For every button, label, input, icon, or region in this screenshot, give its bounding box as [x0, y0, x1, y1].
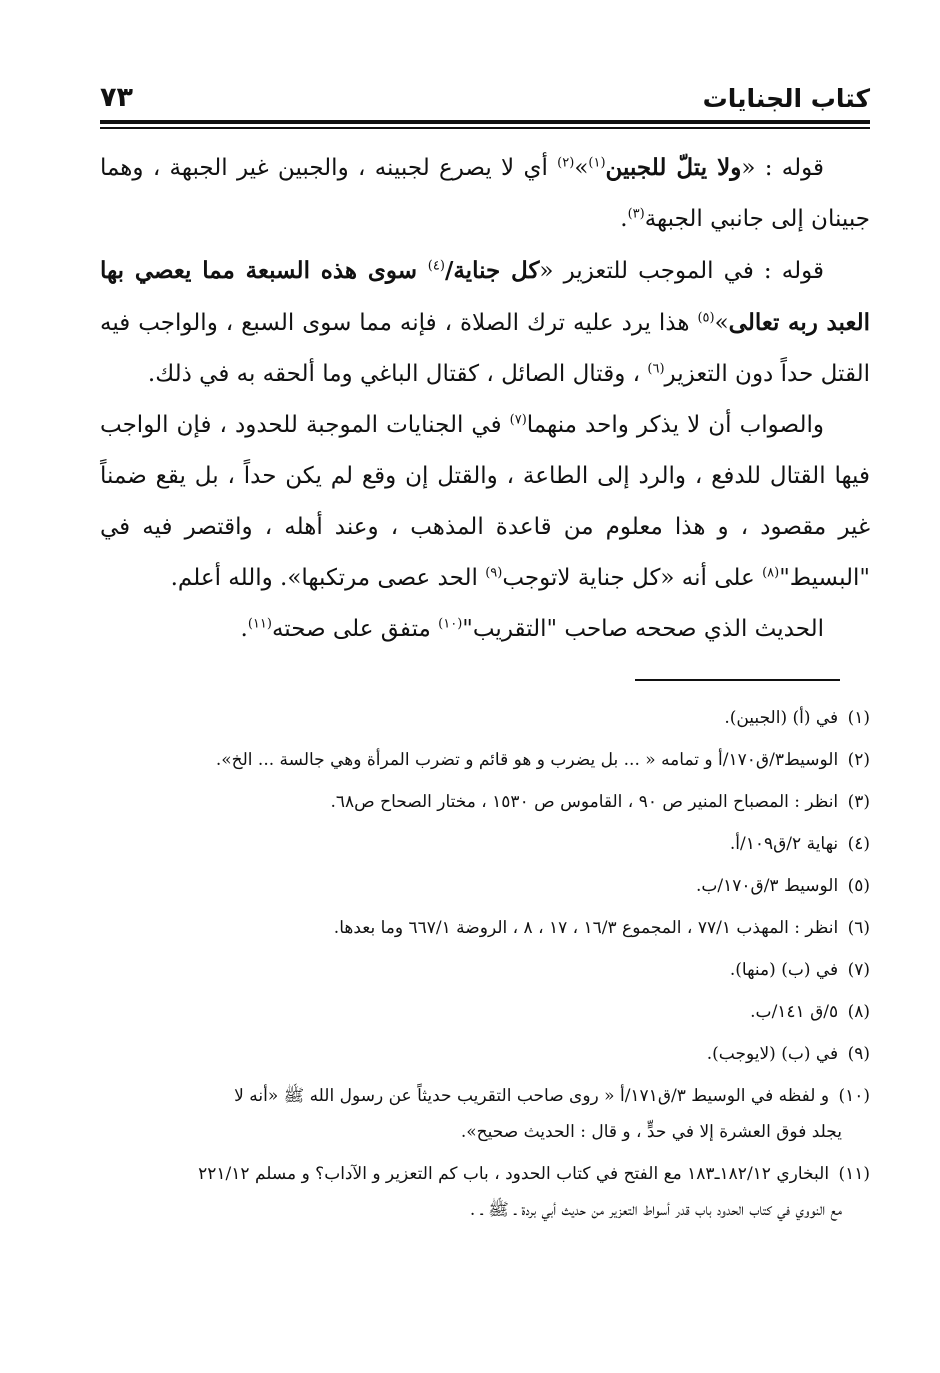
- header-rule-thick: [100, 120, 870, 124]
- footnote-marker-5: (٥): [697, 310, 715, 326]
- footnote-marker-6: (٦): [647, 361, 665, 377]
- footnote-marker-2: (٢): [557, 155, 575, 171]
- chapter-title: كتاب الجنايات: [702, 84, 870, 113]
- footnote-text: البخاري ١٨٢/١٢ـ١٨٣ مع الفتح في كتاب الحدود ، باب كم التعزير و الآداب؟ و مسلم ٢٢١/١٢: [198, 1164, 830, 1184]
- footnote-number: (٥): [847, 876, 870, 896]
- footnote-8: [100, 994, 870, 1030]
- footnote-marker-4: (٤): [427, 258, 445, 274]
- footnote-marker-8: (٨): [762, 565, 780, 581]
- footnote-marker-1: (١): [588, 155, 606, 171]
- footnote-text: في (أ) (الجبين).: [724, 708, 839, 728]
- footnote-number: (١٠): [838, 1086, 870, 1106]
- p1-close: »: [574, 155, 589, 181]
- paragraph-4: [100, 604, 870, 655]
- p2-close: »: [714, 310, 729, 336]
- p3-c: على أنه «كل جناية لاتوجب: [502, 565, 763, 591]
- footnote-number: (١): [847, 708, 870, 728]
- footnote-text: الوسيط٣/ق١٧٠/أ و تمامه « ... بل يضرب و هو قائم و تضرب المرأة وهي جالسة ... الخ».: [215, 750, 839, 770]
- footnote-1: [100, 700, 870, 736]
- p2-rest: هذا يرد عليه ترك الصلاة ، فإنه مما سوى السبع ، والواجب فيه القتل حداً دون التعزير: [100, 310, 870, 387]
- footnote-2: [100, 742, 870, 778]
- footnote-marker-11: (١١): [247, 616, 272, 632]
- p1-end: .: [620, 206, 628, 232]
- p1-intro: قوله : «: [741, 155, 825, 181]
- header-rule-thin: [100, 127, 870, 129]
- footnote-marker-10: (١٠): [438, 616, 463, 632]
- p1-quote: ولا يتلّ للجبين: [605, 154, 742, 181]
- footnote-10: [100, 1078, 870, 1150]
- footnotes: [100, 700, 870, 1234]
- p2-quote-b: سوى هذه السبعة مما يعصي بها العبد ربه تعالى: [100, 257, 870, 336]
- p4-b: متفق على صحته: [271, 616, 439, 642]
- main-text: [100, 142, 870, 655]
- footnote-text: ٥/ق ١٤١/ب.: [750, 1002, 839, 1022]
- footnote-number: (٨): [847, 1002, 870, 1022]
- footnote-marker-9: (٩): [485, 565, 503, 581]
- footnote-marker-3: (٣): [627, 206, 645, 222]
- footnote-4: [100, 826, 870, 862]
- footnote-number: (٧): [847, 960, 870, 980]
- footnote-separator: [635, 679, 840, 681]
- footnote-number: (١١): [838, 1164, 870, 1184]
- footnote-6: [100, 910, 870, 946]
- footnote-marker-7: (٧): [509, 412, 527, 428]
- footnote-5: [100, 868, 870, 904]
- footnote-number: (٩): [847, 1044, 870, 1064]
- p3-b: في الجنايات الموجبة للحدود ، فإن الواجب فيها القتال للدفع ، والرد إلى الطاعة ، والقتل إن وقع لم يكن حداً ، بل يقع ضمناً غير مقصود ، و هذا معلوم من قاعدة المذهب ، وعند أهله ، واقتصر فيه في "البسيط": [100, 412, 870, 591]
- footnote-continuation: مع النووي في كتاب الحدود باب قدر أسواط التعزير من حديث أبي بردة ـ ﷺ ـ .: [469, 1200, 842, 1220]
- paragraph-3: [100, 400, 870, 604]
- p4-end: .: [240, 616, 248, 642]
- footnote-text: و لفظه في الوسيط ٣/ق١٧١/أ « روى صاحب التقريب حديثاً عن رسول الله ﷺ «أنه لا: [234, 1086, 830, 1106]
- footnote-number: (٢): [847, 750, 870, 770]
- paragraph-2: [100, 245, 870, 400]
- footnote-text: انظر : المصباح المنير ص ٩٠ ، القاموس ص ١٥٣٠ ، مختار الصحاح ص٦٨.: [330, 792, 839, 812]
- footnote-text: انظر : المهذب ٧٧/١ ، المجموع ١٦/٣ ، ١٧ ، ٨ ، الروضة ٦٦٧/١ وما بعدها.: [333, 918, 839, 938]
- footnote-text: نهاية ٢/ق١٠٩/أ.: [729, 834, 839, 854]
- footnote-text: في (ب) (لايوجب).: [706, 1044, 839, 1064]
- footnote-number: (٤): [847, 834, 870, 854]
- p4-a: الحديث الذي صححه صاحب "التقريب": [462, 616, 824, 642]
- footnote-number: (٣): [847, 792, 870, 812]
- footnote-continuation: يجلد فوق العشرة إلا في حدٍّ ، و قال : الحديث صحيح».: [460, 1122, 842, 1142]
- footnote-3: [100, 784, 870, 820]
- footnote-9: [100, 1036, 870, 1072]
- p2-intro: قوله : في الموجب للتعزير «: [539, 258, 825, 284]
- p1-rest: أي لا يصرع لجبينه ، والجبين غير الجبهة ، وهما جبينان إلى جانبي الجبهة: [100, 155, 870, 232]
- footnote-7: [100, 952, 870, 988]
- p3-a: والصواب أن لا يذكر واحد منهما: [526, 412, 824, 438]
- page-header: [100, 80, 870, 118]
- page-number: ٧٣: [100, 82, 133, 113]
- p2-quote-a: كل جناية/: [444, 257, 540, 284]
- footnote-number: (٦): [847, 918, 870, 938]
- footnote-text: الوسيط ٣/ق١٧٠/ب.: [695, 876, 839, 896]
- paragraph-1: [100, 142, 870, 245]
- footnote-text: في (ب) (منها).: [729, 960, 839, 980]
- footnote-11: [100, 1156, 870, 1228]
- p2-end: ، وقتال الصائل ، كقتال الباغي وما ألحقه به في ذلك.: [147, 361, 648, 387]
- p3-d: الحد عصى مرتكبها». والله أعلم.: [170, 565, 486, 591]
